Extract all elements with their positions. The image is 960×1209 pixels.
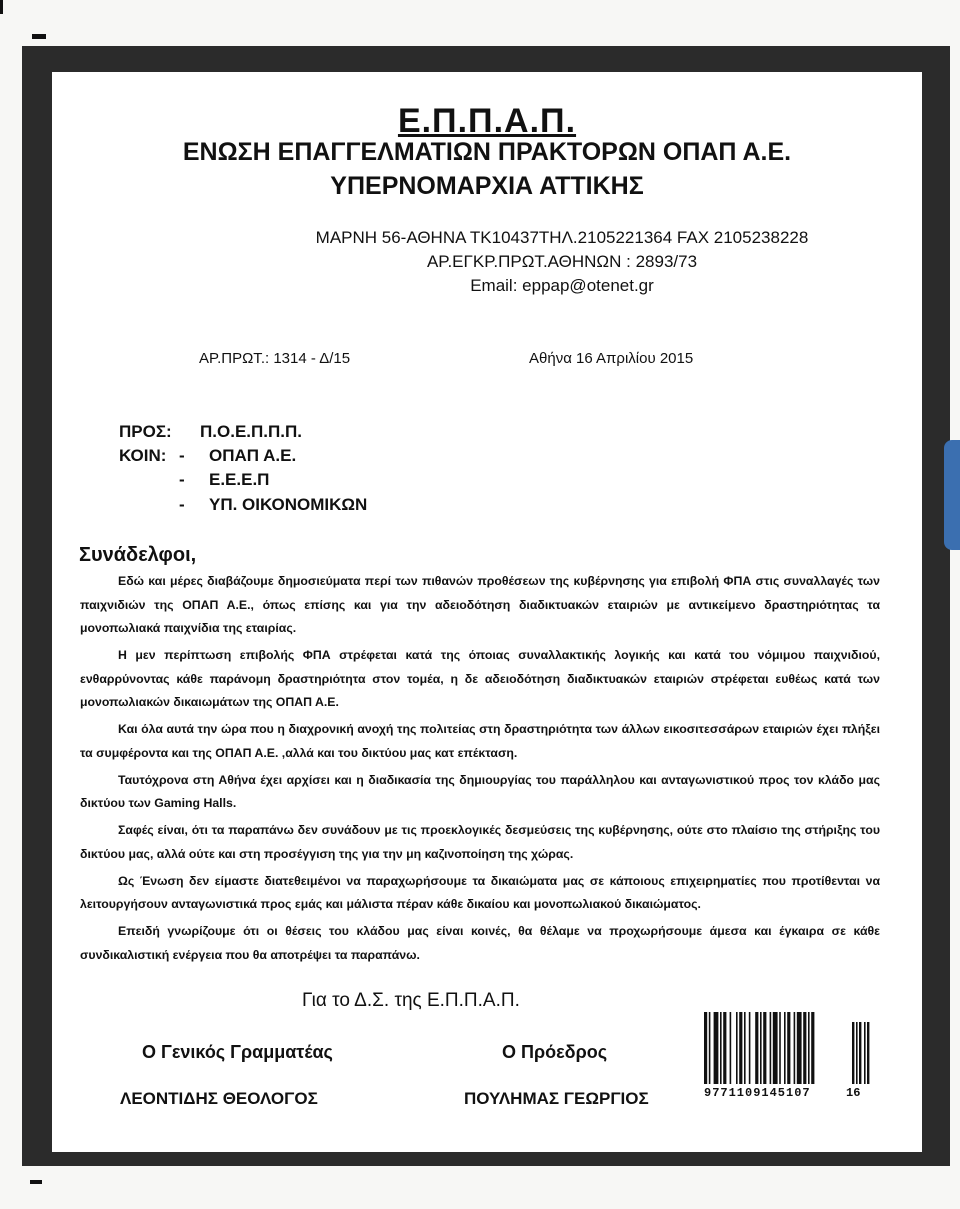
cc-dash: - bbox=[179, 495, 185, 514]
cc-label: ΚΟΙΝ: bbox=[119, 446, 167, 465]
barcode-bar bbox=[763, 1012, 766, 1084]
protocol-number: ΑΡ.ΠΡΩΤ.: 1314 - Δ/15 bbox=[199, 350, 351, 367]
barcode-bar bbox=[784, 1012, 786, 1084]
binder-tab bbox=[944, 440, 960, 550]
paragraph: Επειδή γνωρίζουμε ότι οι θέσεις του κλάδου μας είναι κοινές, θα θέλαμε να προχωρήσουμε άμεσα και έγκαιρα σε κάθε συνδικαλιστική ενέργεια που θα αποτρέψει τα παραπάνω. bbox=[80, 924, 880, 962]
barcode-addon-bar bbox=[859, 1022, 861, 1084]
paragraph: Ταυτόχρονα στη Αθήνα έχει αρχίσει και η διαδικασία της δημιουργίας του παράλληλου και ανταγωνιστικού προς τον κλάδο μας δικτύου των Gaming Halls. bbox=[80, 772, 880, 810]
email-line: Email: eppap@otenet.gr bbox=[470, 276, 654, 295]
cc-recipient: Ε.Ε.Ε.Π bbox=[209, 470, 270, 489]
letter-date: Αθήνα 16 Απριλίου 2015 bbox=[529, 350, 694, 367]
cc-recipient: ΟΠΑΠ Α.Ε. bbox=[209, 446, 297, 465]
barcode-bar bbox=[739, 1012, 742, 1084]
org-full-name: ΕΝΩΣΗ ΕΠΑΓΓΕΛΜΑΤΙΩΝ ΠΡΑΚΤΟΡΩΝ ΟΠΑΠ Α.Ε. bbox=[182, 138, 792, 166]
barcode-addon-bar bbox=[867, 1022, 869, 1084]
address-line: ΜΑΡΝΗ 56-ΑΘΗΝΑ ΤΚ10437ΤΗΛ.2105221364 FAX 2105238228 bbox=[315, 228, 809, 247]
barcode-bar bbox=[714, 1012, 719, 1084]
barcode-bar bbox=[723, 1012, 726, 1084]
barcode-bar bbox=[794, 1012, 796, 1084]
paragraph: Ως Ένωση δεν είμαστε διατεθειμένοι να παραχωρήσουμε τα δικαιώματα μας σε κάποιους επιχειρηματίες που προτίθενται να λειτουργήσουν ανταγωνιστικά προς εμάς και μάλιστα πέραν κάθε δικαίου και μονοπωλιακού δικαιώματος. bbox=[80, 873, 880, 911]
greeting: Συνάδελφοι, bbox=[79, 544, 197, 566]
barcode-bar bbox=[720, 1012, 722, 1084]
cc-dash: - bbox=[179, 470, 185, 489]
org-region: ΥΠΕΡΝΟΜΑΡΧΙΑ ΑΤΤΙΚΗΣ bbox=[330, 172, 644, 200]
barcode-number: 9771109145107 bbox=[704, 1086, 811, 1100]
cc-recipient: ΥΠ. ΟΙΚΟΝΟΜΙΚΩΝ bbox=[209, 495, 368, 514]
paragraph: Εδώ και μέρες διαβάζουμε δημοσιεύματα περί των πιθανών προθέσεων της κυβέρνησης για επιβολή ΦΠΑ στις συναλλαγές των παιχνιδιών της ΟΠΑΠ Α.Ε., όπως επίσης και για την αδειοδότηση διαδικτυακών εταιριών με αντικείμενο δραστηριότητας τα μονοπωλιακά παιχνίδια της εταιρίας. bbox=[80, 574, 880, 635]
org-abbreviation: Ε.Π.Π.Α.Π. bbox=[397, 102, 577, 140]
barcode-bar bbox=[744, 1012, 746, 1084]
scan-mark-top bbox=[0, 0, 3, 14]
barcode-bar bbox=[730, 1012, 732, 1084]
barcode-bar bbox=[760, 1012, 762, 1084]
paragraph: Σαφές είναι, ότι τα παραπάνω δεν συνάδουν με τις προεκλογικές δεσμεύσεις της κυβέρνησης, ούτε στο πλαίσιο της στήριξης του δικτύου μας, αλλά ούτε και στη προσέγγιση της για την μη καζινοποίηση της χώρας. bbox=[80, 823, 880, 861]
scan-mark-bottom bbox=[30, 1180, 42, 1184]
barcode-bar bbox=[709, 1012, 711, 1084]
president-role: Ο Πρόεδρος bbox=[502, 1042, 608, 1062]
barcode-addon-bar bbox=[864, 1022, 866, 1084]
barcode-bar bbox=[808, 1012, 810, 1084]
scan-mark-corner bbox=[32, 34, 46, 39]
barcode-bar bbox=[779, 1012, 781, 1084]
barcode-bar bbox=[704, 1012, 707, 1084]
paragraph: Και όλα αυτά την ώρα που η διαχρονική ανοχή της πολιτείας στη δραστηριότητα των άλλων εικοσιτεσσάρων εταιριών έχει πλήξει τα συμφέροντα και της ΟΠΑΠ Α.Ε. ,αλλά και του δικτύου μας κατ επέκταση. bbox=[80, 722, 880, 760]
barcode-bar bbox=[773, 1012, 778, 1084]
paragraph: Η μεν περίπτωση επιβολής ΦΠΑ στρέφεται κατά της όποιας συναλλακτικής λογικής και κατά του νόμιμου παιχνιδιού, ενθαρρύνοντας κάθε παράνομη δραστηριότητα στον τομέα, η δε αδειοδότηση διαδικτυακών εταιριών στρέφεται ευθέως κατά των μονοπωλιακών δικαιωμάτων της ΟΠΑΠ Α.Ε. bbox=[80, 648, 880, 709]
barcode-bar bbox=[797, 1012, 802, 1084]
secretary-role: Ο Γενικός Γραμματέας bbox=[142, 1042, 333, 1062]
registry-line: ΑΡ.ΕΓΚΡ.ΠΡΩΤ.ΑΘΗΝΩΝ : 2893/73 bbox=[426, 252, 698, 271]
secretary-name: ΛΕΟΝΤΙΔΗΣ ΘΕΟΛΟΓΟΣ bbox=[120, 1089, 318, 1108]
cc-dash: - bbox=[179, 446, 185, 465]
barcode-bar bbox=[749, 1012, 751, 1084]
barcode-bar bbox=[770, 1012, 772, 1084]
barcode-bar bbox=[811, 1012, 814, 1084]
letter-body bbox=[80, 570, 880, 971]
barcode-bar bbox=[755, 1012, 758, 1084]
barcode-bar bbox=[736, 1012, 738, 1084]
barcode-addon-bar bbox=[856, 1022, 858, 1084]
barcode-bar bbox=[787, 1012, 790, 1084]
barcode-addon-bar bbox=[852, 1022, 854, 1084]
president-name: ΠΟΥΛΗΜΑΣ ΓΕΩΡΓΙΟΣ bbox=[464, 1089, 649, 1108]
on-behalf-line: Για το Δ.Σ. της Ε.Π.Π.Α.Π. bbox=[302, 990, 520, 1011]
to-label: ΠΡΟΣ: bbox=[119, 422, 172, 441]
letter-page bbox=[52, 72, 922, 1152]
to-recipient: Π.Ο.Ε.Π.Π.Π. bbox=[200, 422, 303, 441]
barcode-bar bbox=[803, 1012, 806, 1084]
barcode-issue: 16 bbox=[846, 1086, 861, 1100]
